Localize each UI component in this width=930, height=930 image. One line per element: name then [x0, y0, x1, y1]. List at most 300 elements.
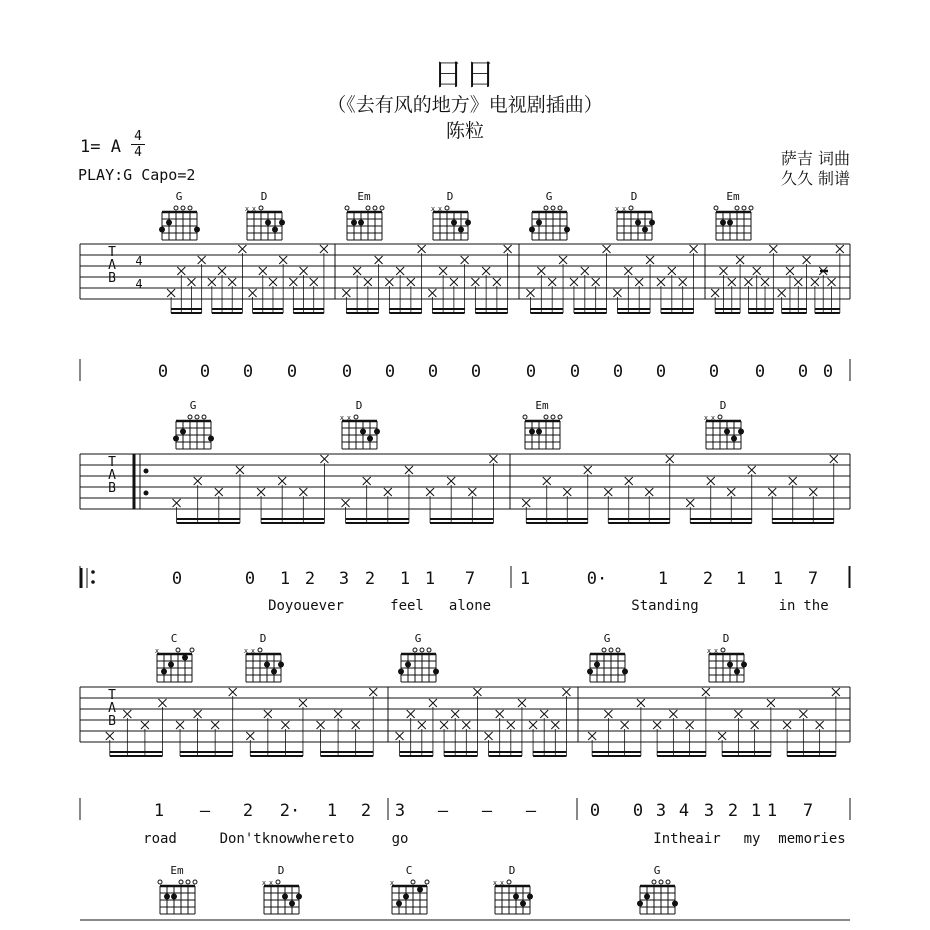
- finger-dot: [564, 227, 570, 233]
- finger-dot: [451, 220, 457, 226]
- tab-x-note: [786, 267, 794, 275]
- muted-string-marker: x: [703, 414, 709, 422]
- finger-dot: [173, 436, 179, 442]
- tab-x-note: [167, 289, 175, 297]
- tab-clef-letter: B: [108, 481, 116, 496]
- open-string-marker: [193, 880, 197, 884]
- time-signature-top: 4: [134, 129, 142, 144]
- open-string-marker: [666, 880, 670, 884]
- tab-time-top: 4: [135, 254, 143, 268]
- muted-string-marker: x: [614, 205, 620, 213]
- tab-x-note: [218, 267, 226, 275]
- muted-string-marker: x: [499, 879, 505, 887]
- chord-name: G: [603, 632, 611, 645]
- jianpu-note: 0: [822, 362, 834, 382]
- tab-x-note: [653, 721, 661, 729]
- finger-dot: [520, 901, 526, 907]
- jianpu-note: 1: [772, 569, 784, 589]
- open-string-marker: [544, 415, 548, 419]
- tab-x-note: [761, 278, 769, 286]
- muted-string-marker: x: [437, 205, 443, 213]
- chord-name: D: [508, 864, 516, 877]
- time-signature-bottom: 4: [134, 145, 142, 160]
- tab-x-note: [299, 699, 307, 707]
- tab-system: [80, 454, 850, 589]
- tab-x-note: [637, 699, 645, 707]
- finger-dot: [513, 894, 519, 900]
- chord-diagram-g: [587, 632, 628, 682]
- finger-dot: [635, 220, 641, 226]
- tab-x-note: [194, 710, 202, 718]
- finger-dot: [405, 662, 411, 668]
- tab-clef-letter: T: [108, 688, 116, 703]
- repeat-dot: [144, 469, 149, 474]
- jianpu-note: 0: [427, 362, 439, 382]
- jianpu-note: 0: [157, 362, 169, 382]
- jianpu-note: 0: [242, 362, 254, 382]
- chord-name: G: [414, 632, 422, 645]
- lyric-word: go: [391, 831, 409, 847]
- tab-x-note: [418, 721, 426, 729]
- open-string-marker: [714, 206, 718, 210]
- open-string-marker: [507, 880, 511, 884]
- jianpu-note: 1: [326, 801, 338, 821]
- finger-dot: [265, 220, 271, 226]
- muted-string-marker: x: [250, 647, 256, 655]
- open-string-marker: [373, 206, 377, 210]
- tab-x-note: [123, 710, 131, 718]
- tab-x-note: [353, 267, 361, 275]
- tab-x-note: [707, 477, 715, 485]
- tab-x-note: [588, 732, 596, 740]
- finger-dot: [724, 429, 730, 435]
- tab-x-note: [646, 256, 654, 264]
- tab-x-note: [450, 278, 458, 286]
- finger-dot: [622, 669, 628, 675]
- key-signature: 1= A: [80, 137, 121, 157]
- tab-x-note: [106, 732, 114, 740]
- repeat-dot: [91, 580, 95, 584]
- jianpu-note: –: [525, 801, 537, 821]
- finger-dot: [529, 429, 535, 435]
- muted-string-marker: x: [492, 879, 498, 887]
- tab-x-note: [363, 477, 371, 485]
- tab-x-note: [625, 477, 633, 485]
- jianpu-note: 0: [199, 362, 211, 382]
- tab-x-note: [702, 688, 710, 696]
- finger-dot: [727, 220, 733, 226]
- capo-info: PLAY:G Capo=2: [78, 166, 196, 184]
- chord-name: C: [405, 864, 413, 877]
- tab-x-note: [736, 256, 744, 264]
- tab-x-note: [526, 289, 534, 297]
- tab-x-note: [832, 688, 840, 696]
- tab-x-note: [493, 278, 501, 286]
- jianpu-note: 1: [279, 569, 291, 589]
- lyric-word: in: [778, 598, 796, 614]
- chord-diagram-d: [244, 632, 284, 682]
- chord-name: G: [545, 190, 553, 203]
- tab-x-note: [666, 455, 674, 463]
- open-string-marker: [158, 880, 162, 884]
- muted-string-marker: x: [621, 205, 627, 213]
- muted-string-marker: x: [710, 414, 716, 422]
- lyric-word: road: [143, 831, 177, 847]
- chord-name: D: [722, 632, 730, 645]
- jianpu-note: 2: [242, 801, 254, 821]
- open-string-marker: [616, 648, 620, 652]
- jianpu-note: 0: [754, 362, 766, 382]
- open-string-marker: [181, 206, 185, 210]
- open-string-marker: [188, 206, 192, 210]
- tab-x-note: [563, 488, 571, 496]
- open-string-marker: [186, 880, 190, 884]
- tab-x-note: [604, 710, 612, 718]
- finger-dot: [529, 227, 535, 233]
- chord-diagram-g: [529, 190, 570, 240]
- tab-x-note: [173, 499, 181, 507]
- finger-dot: [208, 436, 214, 442]
- tab-x-note: [229, 688, 237, 696]
- jianpu-note: 0: [708, 362, 720, 382]
- open-string-marker: [427, 648, 431, 652]
- tab-x-note: [269, 278, 277, 286]
- finger-dot: [720, 220, 726, 226]
- tab-x-note: [690, 245, 698, 253]
- song-subtitle: （《去有风的地方》电视剧插曲）: [327, 94, 603, 116]
- tab-x-note: [396, 267, 404, 275]
- tab-x-note: [369, 688, 377, 696]
- tab-x-note: [405, 466, 413, 474]
- finger-dot: [278, 662, 284, 668]
- tab-x-note: [635, 278, 643, 286]
- jianpu-note: 1: [399, 569, 411, 589]
- chord-name: D: [355, 399, 363, 412]
- tab-x-note: [799, 710, 807, 718]
- jianpu-note: 0: [797, 362, 809, 382]
- tab-clef-letter: A: [108, 468, 116, 483]
- finger-dot: [351, 220, 357, 226]
- tab-x-note: [264, 710, 272, 718]
- open-string-marker: [413, 648, 417, 652]
- chord-name: Em: [170, 864, 184, 877]
- chord-name: D: [259, 632, 267, 645]
- tab-x-note: [462, 721, 470, 729]
- jianpu-note: 0: [632, 801, 644, 821]
- muted-string-marker: x: [713, 647, 719, 655]
- chord-diagram-d: [245, 190, 285, 240]
- jianpu-note: 1: [735, 569, 747, 589]
- tab-x-note: [418, 245, 426, 253]
- tab-x-note: [485, 732, 493, 740]
- open-string-marker: [411, 880, 415, 884]
- tab-x-note: [830, 455, 838, 463]
- tab-system: [80, 244, 850, 382]
- tab-x-note: [236, 466, 244, 474]
- chord-diagram-em: [158, 864, 197, 914]
- chord-name: D: [446, 190, 454, 203]
- tab-x-note: [208, 278, 216, 286]
- open-string-marker: [445, 206, 449, 210]
- muted-string-marker: x: [243, 647, 249, 655]
- tab-x-note: [384, 488, 392, 496]
- chord-diagram-g: [398, 632, 439, 682]
- finger-dot: [433, 669, 439, 675]
- finger-dot: [649, 220, 655, 226]
- muted-string-marker: x: [706, 647, 712, 655]
- tab-x-note: [426, 488, 434, 496]
- tab-x-note: [816, 721, 824, 729]
- finger-dot: [738, 429, 744, 435]
- open-string-marker: [652, 880, 656, 884]
- tab-x-note: [734, 710, 742, 718]
- tab-x-note: [728, 278, 736, 286]
- finger-dot: [166, 220, 172, 226]
- finger-dot: [264, 662, 270, 668]
- tab-x-note: [194, 477, 202, 485]
- tab-x-note: [828, 278, 836, 286]
- tab-x-note: [451, 710, 459, 718]
- open-string-marker: [202, 415, 206, 419]
- credit-lyrics-music: 萨吉 词曲: [780, 149, 850, 168]
- tab-system: [80, 687, 850, 821]
- tab-x-note: [613, 289, 621, 297]
- lyric-word: my: [743, 831, 761, 847]
- tab-x-note: [753, 267, 761, 275]
- tab-x-note: [668, 267, 676, 275]
- open-string-marker: [609, 648, 613, 652]
- jianpu-note: 3: [394, 801, 406, 821]
- finger-dot: [417, 887, 423, 893]
- tab-x-note: [141, 721, 149, 729]
- tab-x-note: [604, 488, 612, 496]
- tab-x-note: [559, 256, 567, 264]
- jianpu-note: 2: [304, 569, 316, 589]
- jianpu-note: 0: [244, 569, 256, 589]
- chord-diagram-d: [704, 399, 744, 449]
- muted-string-marker: x: [244, 205, 250, 213]
- tab-x-note: [621, 721, 629, 729]
- tab-x-note: [281, 721, 289, 729]
- open-string-marker: [551, 415, 555, 419]
- chord-name: D: [277, 864, 285, 877]
- tab-x-note: [657, 278, 665, 286]
- chord-name: G: [175, 190, 183, 203]
- tab-x-note: [836, 245, 844, 253]
- tab-x-note: [439, 267, 447, 275]
- jianpu-note: –: [481, 801, 493, 821]
- tab-x-note: [686, 499, 694, 507]
- chord-name: D: [719, 399, 727, 412]
- jianpu-note: 2: [364, 569, 376, 589]
- open-string-marker: [195, 415, 199, 419]
- tab-x-note: [645, 488, 653, 496]
- tab-x-note: [468, 488, 476, 496]
- jianpu-note: 3: [703, 801, 715, 821]
- tab-x-note: [407, 710, 415, 718]
- tab-x-note: [187, 278, 195, 286]
- tab-x-note: [211, 721, 219, 729]
- tab-x-note: [396, 732, 404, 740]
- tab-x-note: [278, 477, 286, 485]
- lyric-word: memories: [778, 831, 846, 847]
- tab-clef-letter: T: [108, 455, 116, 470]
- tab-x-note: [581, 267, 589, 275]
- jianpu-note: 4: [678, 801, 690, 821]
- chord-diagram-d: [340, 399, 380, 449]
- open-string-marker: [558, 206, 562, 210]
- open-string-marker: [188, 415, 192, 419]
- tab-time-bottom: 4: [135, 277, 143, 291]
- jianpu-note: 7: [464, 569, 476, 589]
- chord-diagram-c: [390, 864, 429, 914]
- finger-dot: [180, 429, 186, 435]
- jianpu-note: 1: [519, 569, 531, 589]
- tab-x-note: [789, 477, 797, 485]
- tab-x-note: [259, 267, 267, 275]
- tab-x-note: [562, 688, 570, 696]
- open-string-marker: [544, 206, 548, 210]
- chord-diagram-em: [523, 399, 562, 449]
- open-string-marker: [380, 206, 384, 210]
- tab-x-note: [711, 289, 719, 297]
- tab-x-note: [809, 488, 817, 496]
- finger-dot: [403, 894, 409, 900]
- open-string-marker: [176, 648, 180, 652]
- tab-x-note: [496, 710, 504, 718]
- tab-x-note: [257, 488, 265, 496]
- tab-x-note: [320, 245, 328, 253]
- tab-x-note: [540, 710, 548, 718]
- tab-x-note: [522, 499, 530, 507]
- tab-x-note: [794, 278, 802, 286]
- finger-dot: [587, 669, 593, 675]
- tab-x-note: [461, 256, 469, 264]
- tab-x-note: [342, 499, 350, 507]
- open-string-marker: [602, 648, 606, 652]
- tab-x-note: [473, 688, 481, 696]
- jianpu-note: 1: [750, 801, 762, 821]
- tab-x-note: [744, 278, 752, 286]
- chord-diagram-d: [707, 632, 747, 682]
- tab-x-note: [407, 278, 415, 286]
- tab-x-note: [624, 267, 632, 275]
- open-string-marker: [366, 206, 370, 210]
- chord-name: Em: [535, 399, 549, 412]
- tab-clef-letter: A: [108, 258, 116, 273]
- repeat-dot: [144, 491, 149, 496]
- open-string-marker: [179, 880, 183, 884]
- tab-x-note: [592, 278, 600, 286]
- finger-dot: [271, 669, 277, 675]
- jianpu-note: 0: [655, 362, 667, 382]
- tab-x-note: [215, 488, 223, 496]
- finger-dot: [672, 901, 678, 907]
- song-title: 日日: [433, 58, 497, 93]
- muted-string-marker: x: [389, 879, 395, 887]
- repeat-dot: [91, 570, 95, 574]
- finger-dot: [161, 669, 167, 675]
- tab-x-note: [551, 721, 559, 729]
- tab-x-note: [317, 721, 325, 729]
- finger-dot: [272, 227, 278, 233]
- song-artist: 陈粒: [445, 120, 484, 142]
- open-string-marker: [345, 206, 349, 210]
- chord-diagram-c: [155, 632, 194, 682]
- open-string-marker: [629, 206, 633, 210]
- tab-x-note: [686, 721, 694, 729]
- tab-x-note: [429, 699, 437, 707]
- chord-diagram-em: [345, 190, 384, 240]
- tab-x-note: [548, 278, 556, 286]
- tab-x-note: [299, 488, 307, 496]
- tab-x-note: [342, 289, 350, 297]
- jianpu-note: –: [437, 801, 449, 821]
- chord-diagram-g: [173, 399, 214, 449]
- finger-dot: [536, 220, 542, 226]
- open-string-marker: [659, 880, 663, 884]
- chord-name: D: [630, 190, 638, 203]
- jianpu-note: 0: [569, 362, 581, 382]
- finger-dot: [168, 662, 174, 668]
- open-string-marker: [718, 415, 722, 419]
- tab-x-note: [447, 477, 455, 485]
- chord-diagram-d: [493, 864, 533, 914]
- open-string-marker: [354, 415, 358, 419]
- tab-x-note: [769, 245, 777, 253]
- tab-x-note: [352, 721, 360, 729]
- lyric-word: Don'tknowwhereto: [219, 831, 355, 847]
- muted-string-marker: x: [346, 414, 352, 422]
- open-string-marker: [551, 206, 555, 210]
- finger-dot: [734, 669, 740, 675]
- finger-dot: [171, 894, 177, 900]
- chord-diagram-g: [159, 190, 200, 240]
- tab-x-note: [748, 466, 756, 474]
- finger-dot: [644, 894, 650, 900]
- open-string-marker: [190, 648, 194, 652]
- tab-x-note: [767, 699, 775, 707]
- lyric-word: Standing: [631, 598, 699, 614]
- lyric-word: the: [803, 598, 829, 614]
- finger-dot: [396, 901, 402, 907]
- finger-dot: [731, 436, 737, 442]
- finger-dot: [594, 662, 600, 668]
- tab-x-note: [669, 710, 677, 718]
- jianpu-note: 0: [384, 362, 396, 382]
- jianpu-note: 2: [727, 801, 739, 821]
- finger-dot: [458, 227, 464, 233]
- finger-dot: [159, 227, 165, 233]
- finger-dot: [374, 429, 380, 435]
- tab-x-note: [375, 256, 383, 264]
- tab-x-note: [719, 267, 727, 275]
- jianpu-note: 7: [802, 801, 814, 821]
- finger-dot: [282, 894, 288, 900]
- finger-dot: [536, 429, 542, 435]
- jianpu-note: 0: [341, 362, 353, 382]
- finger-dot: [182, 655, 188, 661]
- chord-name: Em: [357, 190, 371, 203]
- jianpu-note: 0: [589, 801, 601, 821]
- tab-x-note: [584, 466, 592, 474]
- open-string-marker: [174, 206, 178, 210]
- finger-dot: [527, 894, 533, 900]
- finger-dot: [164, 894, 170, 900]
- jianpu-note: –: [199, 801, 211, 821]
- open-string-marker: [558, 415, 562, 419]
- jianpu-note: 7: [807, 569, 819, 589]
